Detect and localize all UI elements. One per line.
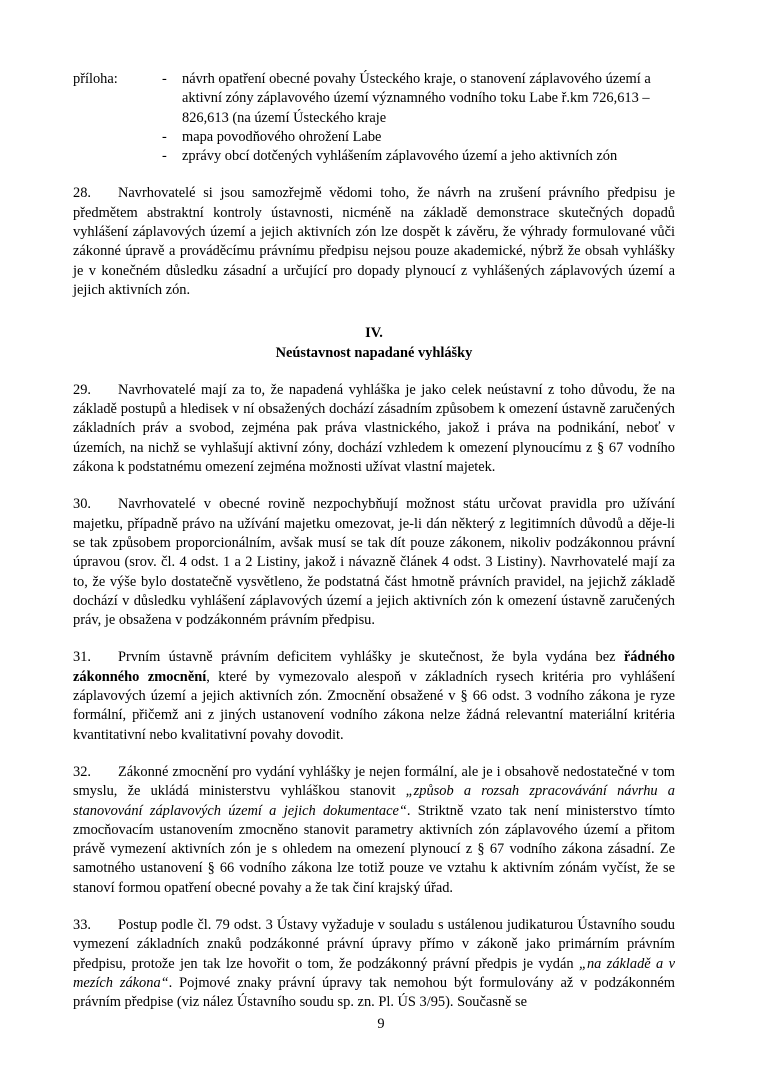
paragraph-text-before: Zákonné zmocnění pro vydání vyhlášky je nejen formální, ale je i obsahově nedostatečné v tom smyslu, že ukládá ministerstvu vyhláškou stanovit — [73, 763, 675, 800]
paragraph-number: 33. — [73, 916, 91, 933]
attachment-item-text: mapa povodňového ohrožení Labe — [182, 128, 382, 145]
section-title: Neústavnost napadané vyhlášky — [275, 344, 473, 361]
paragraph-emphasis: řádného zákonného zmocnění — [73, 649, 675, 685]
section-heading — [73, 324, 675, 363]
paragraph-32 — [73, 763, 675, 898]
paragraph-31 — [73, 648, 675, 744]
paragraph-text-after: . Pojmové znaky právní úpravy tak nemohou být formulovány až v podzákonném právním předpise (viz nález Ústavního soudu sp. zn. Pl. ÚS 3/95). Současně se — [73, 974, 675, 1011]
attachment-item — [162, 70, 675, 128]
document-page — [73, 70, 675, 1030]
paragraph-29 — [73, 381, 675, 477]
paragraph-number: 28. — [73, 185, 91, 202]
paragraph-text: Navrhovatelé mají za to, že napadená vyhláška je jako celek neústavní z toho důvodu, že na základě postupů a hledisek v ní obsažených dochází zásadním způsobem k omezení ústavně zaručených základních práv a svobod, zejména pak práva vlastnického, jakož i práva na podnikání, neboť v územích, na nichž se vyhlašují aktivní zóny, dochází vzhledem k omezení plynoucímu z § 67 vodního zákona k podstatnému omezení zejména možnosti užívat vlastní majetek. — [73, 381, 675, 476]
paragraph-30 — [73, 495, 675, 630]
paragraph-quote: „na základě a v mezích zákona“ — [73, 955, 675, 991]
list-dash: - — [162, 128, 167, 145]
list-dash: - — [162, 148, 167, 165]
paragraph-text-after: , které by vymezovalo alespoň v základních rysech kritéria pro vyhlášení záplavových území a jejich aktivních zón. Zmocnění obsažené v § 66 odst. 3 vodního zákona je ryze formální, přičemž ani z jiných ustanovení vodního zákona nelze žádná relevantní materiální kritéria kvantitativní nebo kvalitativní povahy dovodit. — [73, 668, 675, 743]
attachment-item — [162, 128, 675, 147]
paragraph-quote: „způsob a rozsah zpracovávání návrhu a stanovování záplavových území a jejich dokumentace“ — [73, 783, 675, 819]
attachment-block — [73, 70, 675, 166]
attachment-item — [162, 147, 675, 166]
paragraph-number: 30. — [73, 496, 91, 513]
attachment-list — [162, 70, 675, 166]
paragraph-text-before: Prvním ústavně právním deficitem vyhlášky je skutečnost, že byla vydána bez — [118, 649, 624, 666]
paragraph-text: Navrhovatelé si jsou samozřejmě vědomi toho, že návrh na zrušení právního předpisu je předmětem abstraktní kontroly ústavnosti, nicméně na základě demonstrace skutečných dopadů vyhlášení záplavových území a jejich aktivních zón lze dospět k závěru, že výhrady formulované vůči zákonné úpravě a prováděcímu právnímu předpisu nejsou pouze akademické, nýbrž že obsah vyhlášky je v konečném důsledku zásadní a určující pro dopady plynoucí z vyhlášených záplavových území a jejich aktivních zón. — [73, 185, 675, 298]
paragraph-text: Navrhovatelé v obecné rovině nezpochybňují možnost státu určovat pravidla pro užívání majetku, případně právo na užívání majetku omezovat, je-li dán některý z legitimních důvodů a děje-li se tak způsobem proporcionálním, avšak musí se tak dít pouze zákonem, nikoliv podzákonnou právní úpravou (srov. čl. 4 odst. 1 a 2 Listiny, jakož i návazně článek 4 odst. 3 Listiny). Navrhovatelé mají za to, že výše bylo dostatečně vysvětleno, že podstatná část hmotně právních pravidel, na jejichž základě dochází v důsledku vyhlášení záplavových území a jejich aktivních zón k omezení ústavně zaručených práv, je obsažena v podzákonném právním předpisu. — [73, 496, 675, 629]
attachment-item-text: návrh opatření obecné povahy Ústeckého kraje, o stanovení záplavového území a aktivní zóny záplavového území významného vodního toku Labe ř.km 726,613 – 826,613 (na území Ústeckého kraje — [182, 71, 651, 126]
section-number: IV. — [365, 325, 383, 342]
paragraph-number: 32. — [73, 763, 91, 780]
attachment-label: příloha: — [73, 71, 118, 87]
paragraph-text-after: . Striktně vzato tak není ministerstvo tímto zmocňovacím ustanovením zmocněno stanovit parametry aktivních zón záplavového území a přitom právě vymezení aktivních zón je s ohledem na omezení plynoucí z § 67 vodního zákona zásadní. Ze samotného ustanovení § 66 vodního zákona lze totiž pouze ve vztahu k aktivním zónám vyčíst, že se stanoví formou opatření obecné povahy a že tak činí krajský úřad. — [73, 802, 675, 896]
list-dash: - — [162, 71, 167, 87]
page-number: 9 — [377, 1016, 385, 1032]
attachment-item-text: zprávy obcí dotčených vyhlášením záplavového území a jeho aktivních zón — [182, 148, 618, 165]
paragraph-33 — [73, 916, 675, 1012]
paragraph-text-before: Postup podle čl. 79 odst. 3 Ústavy vyžaduje v souladu s ustálenou judikaturou Ústavního soudu vymezení základních znaků podzákonné právní úpravy přímo v zákoně jako primárním právním předpisu, protože jen tak lze hovořit o tom, že podzákonný právní předpis je vydán — [73, 916, 675, 972]
paragraph-28 — [73, 184, 675, 300]
paragraph-number: 31. — [73, 649, 91, 666]
paragraph-number: 29. — [73, 381, 91, 398]
